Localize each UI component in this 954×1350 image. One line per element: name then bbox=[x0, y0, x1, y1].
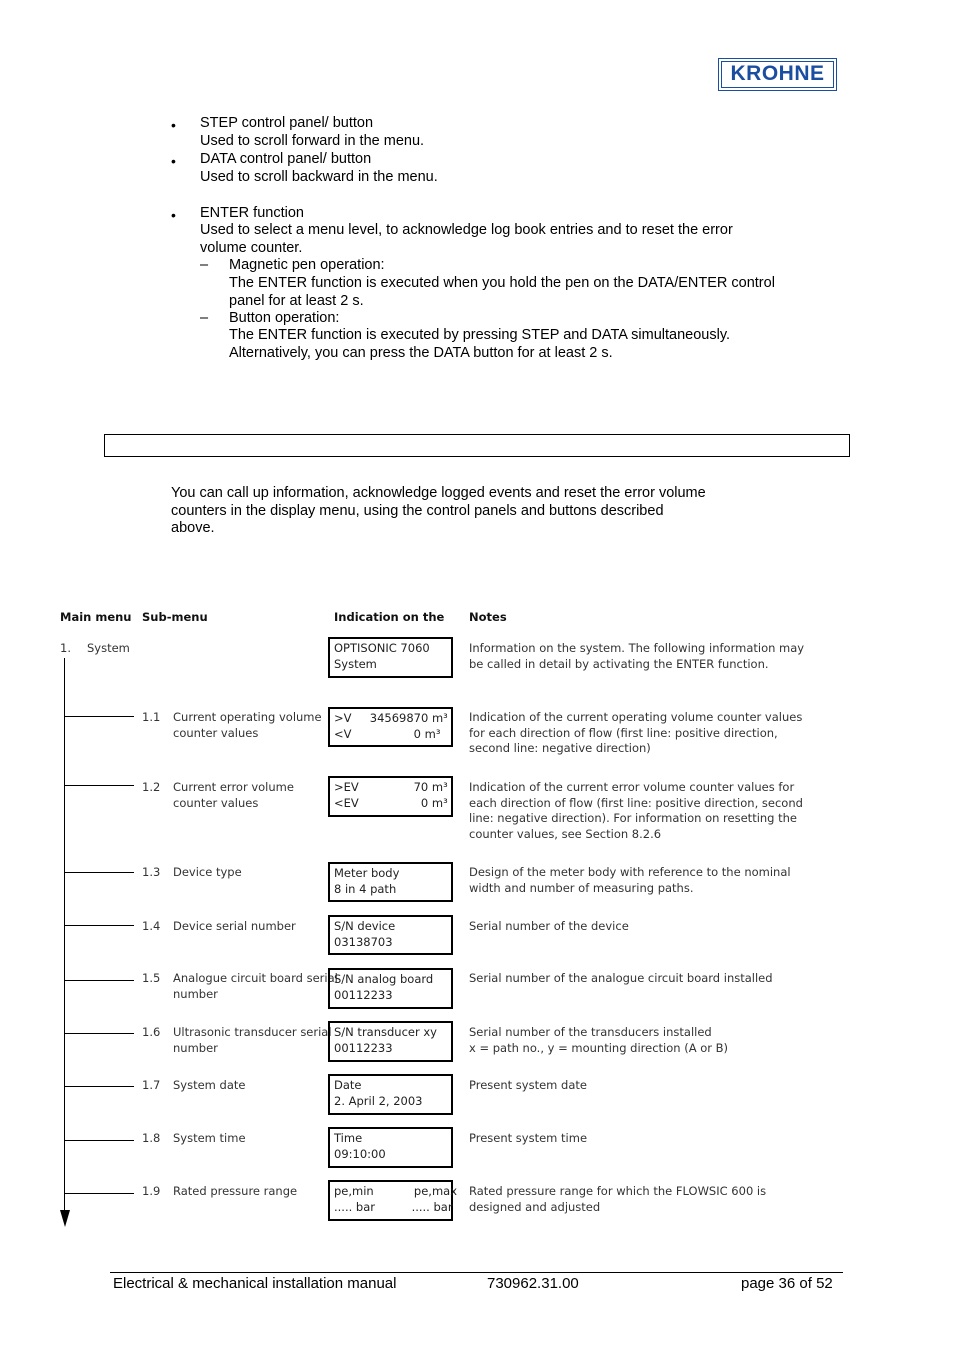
tree-branch bbox=[64, 872, 134, 873]
row-number: 1.2 bbox=[142, 780, 161, 794]
display-line-1: Meter body bbox=[334, 866, 400, 880]
main-item-label: System bbox=[87, 641, 130, 655]
display-pressure bbox=[328, 1180, 458, 1221]
footer-doc-number: 730962.31.00 bbox=[487, 1275, 579, 1292]
display-line-2: <EV 0 m³ bbox=[334, 795, 448, 810]
display-line-2: 8 in 4 path bbox=[334, 881, 397, 896]
row-label: Rated pressure range bbox=[173, 1184, 298, 1198]
bullet-marker: • bbox=[171, 153, 176, 169]
display-date bbox=[328, 1074, 453, 1115]
subbullet-pen-title: Magnetic pen operation: bbox=[229, 257, 385, 273]
footer-page-number: page 36 of 52 bbox=[741, 1275, 833, 1292]
main-item-number: 1. bbox=[60, 641, 71, 655]
display-line-1: S/N analog board bbox=[334, 972, 434, 986]
subbullet-marker: – bbox=[200, 310, 209, 326]
display-line-1: S/N device bbox=[334, 919, 396, 933]
row-notes: Serial number of the device bbox=[469, 919, 629, 933]
display-device-serial bbox=[328, 915, 453, 955]
header-main-menu: Main menu bbox=[60, 610, 132, 624]
footer-title: Electrical & mechanical installation manual bbox=[113, 1275, 397, 1292]
header-notes: Notes bbox=[469, 610, 507, 624]
tree-branch bbox=[64, 980, 134, 981]
row-number: 1.8 bbox=[142, 1131, 161, 1145]
row-notes: Design of the meter body with reference to the nominal width and number of measuring paths. bbox=[469, 865, 791, 895]
row-label: Device serial number bbox=[173, 919, 296, 933]
subbullet-button-title: Button operation: bbox=[229, 310, 340, 326]
row-notes: Serial number of the transducers installed x = path no., y = mounting direction (A or B) bbox=[469, 1025, 729, 1055]
row-label: Analogue circuit board serial number bbox=[173, 971, 338, 1001]
bullet-data-title: DATA control panel/ button bbox=[200, 151, 372, 167]
row-number: 1.7 bbox=[142, 1078, 161, 1092]
tree-vertical-line bbox=[64, 658, 65, 1216]
row-label: Current operating volume counter values bbox=[173, 710, 322, 740]
row-number: 1.5 bbox=[142, 971, 161, 985]
display-system bbox=[328, 637, 453, 678]
subbullet-marker: – bbox=[200, 257, 209, 273]
display-line-2: 09:10:00 bbox=[334, 1146, 386, 1161]
row-number: 1.6 bbox=[142, 1025, 161, 1039]
row-notes: Indication of the current error volume counter values for each direction of flow (first line: positive direction, second line: negative direction). For information on resetting the counter values, see Section 8.2.6 bbox=[469, 780, 803, 841]
display-line-2: 00112233 bbox=[334, 1040, 393, 1055]
bullet-data-body: Used to scroll backward in the menu. bbox=[200, 169, 438, 185]
display-time bbox=[328, 1127, 453, 1168]
row-number: 1.4 bbox=[142, 919, 161, 933]
row-notes: Rated pressure range for which the FLOWSIC 600 is designed and adjusted bbox=[469, 1184, 767, 1214]
tree-branch bbox=[64, 1140, 134, 1141]
row-label: System date bbox=[173, 1078, 246, 1092]
display-line-1: OPTISONIC 7060 bbox=[334, 641, 430, 655]
main-item-notes: Information on the system. The following information may be called in detail by activating the ENTER function. bbox=[469, 641, 805, 671]
subbullet-button-body: The ENTER function is executed by pressing STEP and DATA simultaneously. Alternatively, you can press the DATA button for at least 2 s. bbox=[229, 327, 731, 361]
display-line-2: 00112233 bbox=[334, 987, 393, 1002]
display-line-2: <V 0 m³ bbox=[334, 726, 441, 741]
row-notes: Present system time bbox=[469, 1131, 588, 1145]
display-analog-board bbox=[328, 968, 453, 1009]
row-notes: Present system date bbox=[469, 1078, 587, 1092]
display-line-2: 2. April 2, 2003 bbox=[334, 1093, 423, 1108]
row-number: 1.9 bbox=[142, 1184, 161, 1198]
krohne-logo: KROHNE bbox=[718, 58, 837, 91]
tree-branch bbox=[64, 1193, 134, 1194]
display-line-1: pe,min pe,max bbox=[334, 1184, 458, 1198]
display-line-1: Time bbox=[334, 1131, 363, 1145]
display-line-1: >V 34569870 m³ bbox=[334, 711, 448, 725]
display-line-1: Date bbox=[334, 1078, 362, 1092]
row-label: Ultrasonic transducer serial number bbox=[173, 1025, 332, 1055]
subbullet-pen-body: The ENTER function is executed when you hold the pen on the DATA/ENTER control panel for at least 2 s. bbox=[229, 275, 775, 309]
tree-branch bbox=[64, 716, 134, 717]
row-notes: Indication of the current operating volume counter values for each direction of flow (first line: positive direction, second line: negative direction) bbox=[469, 710, 803, 755]
bullet-step-title: STEP control panel/ button bbox=[200, 115, 374, 131]
tree-branch bbox=[64, 1086, 134, 1087]
row-number: 1.3 bbox=[142, 865, 161, 879]
tree-branch bbox=[64, 785, 134, 786]
display-line-2: 03138703 bbox=[334, 934, 393, 949]
row-notes: Serial number of the analogue circuit board installed bbox=[469, 971, 773, 985]
section-heading-box bbox=[104, 434, 850, 457]
footer-rule bbox=[110, 1272, 843, 1273]
display-transducer bbox=[328, 1021, 453, 1062]
row-number: 1.1 bbox=[142, 710, 161, 724]
row-label: Device type bbox=[173, 865, 242, 879]
row-label: System time bbox=[173, 1131, 246, 1145]
display-line-2: System bbox=[334, 656, 377, 671]
display-device-type bbox=[328, 862, 453, 902]
bullet-step-body: Used to scroll forward in the menu. bbox=[200, 133, 425, 149]
display-error-volume bbox=[328, 776, 453, 817]
bullet-enter-title: ENTER function bbox=[200, 205, 304, 221]
arrow-down-icon bbox=[59, 1208, 71, 1228]
tree-branch bbox=[64, 1033, 134, 1034]
header-indication: Indication on the bbox=[334, 610, 445, 624]
bullet-enter-body: Used to select a menu level, to acknowledge log book entries and to reset the error volume counter. bbox=[200, 222, 733, 256]
tree-branch bbox=[64, 925, 134, 926]
display-line-2: ..... bar ..... bar bbox=[334, 1199, 453, 1214]
display-operating-volume bbox=[328, 707, 453, 747]
bullet-marker: • bbox=[171, 207, 176, 223]
bullet-marker: • bbox=[171, 117, 176, 133]
header-sub-menu: Sub-menu bbox=[142, 610, 208, 624]
display-line-1: S/N transducer xy bbox=[334, 1025, 437, 1039]
intro-paragraph: You can call up information, acknowledge logged events and reset the error volume counters in the display menu, using the control panels and buttons described above. bbox=[171, 485, 706, 537]
display-line-1: >EV 70 m³ bbox=[334, 780, 448, 794]
row-label: Current error volume counter values bbox=[173, 780, 294, 810]
